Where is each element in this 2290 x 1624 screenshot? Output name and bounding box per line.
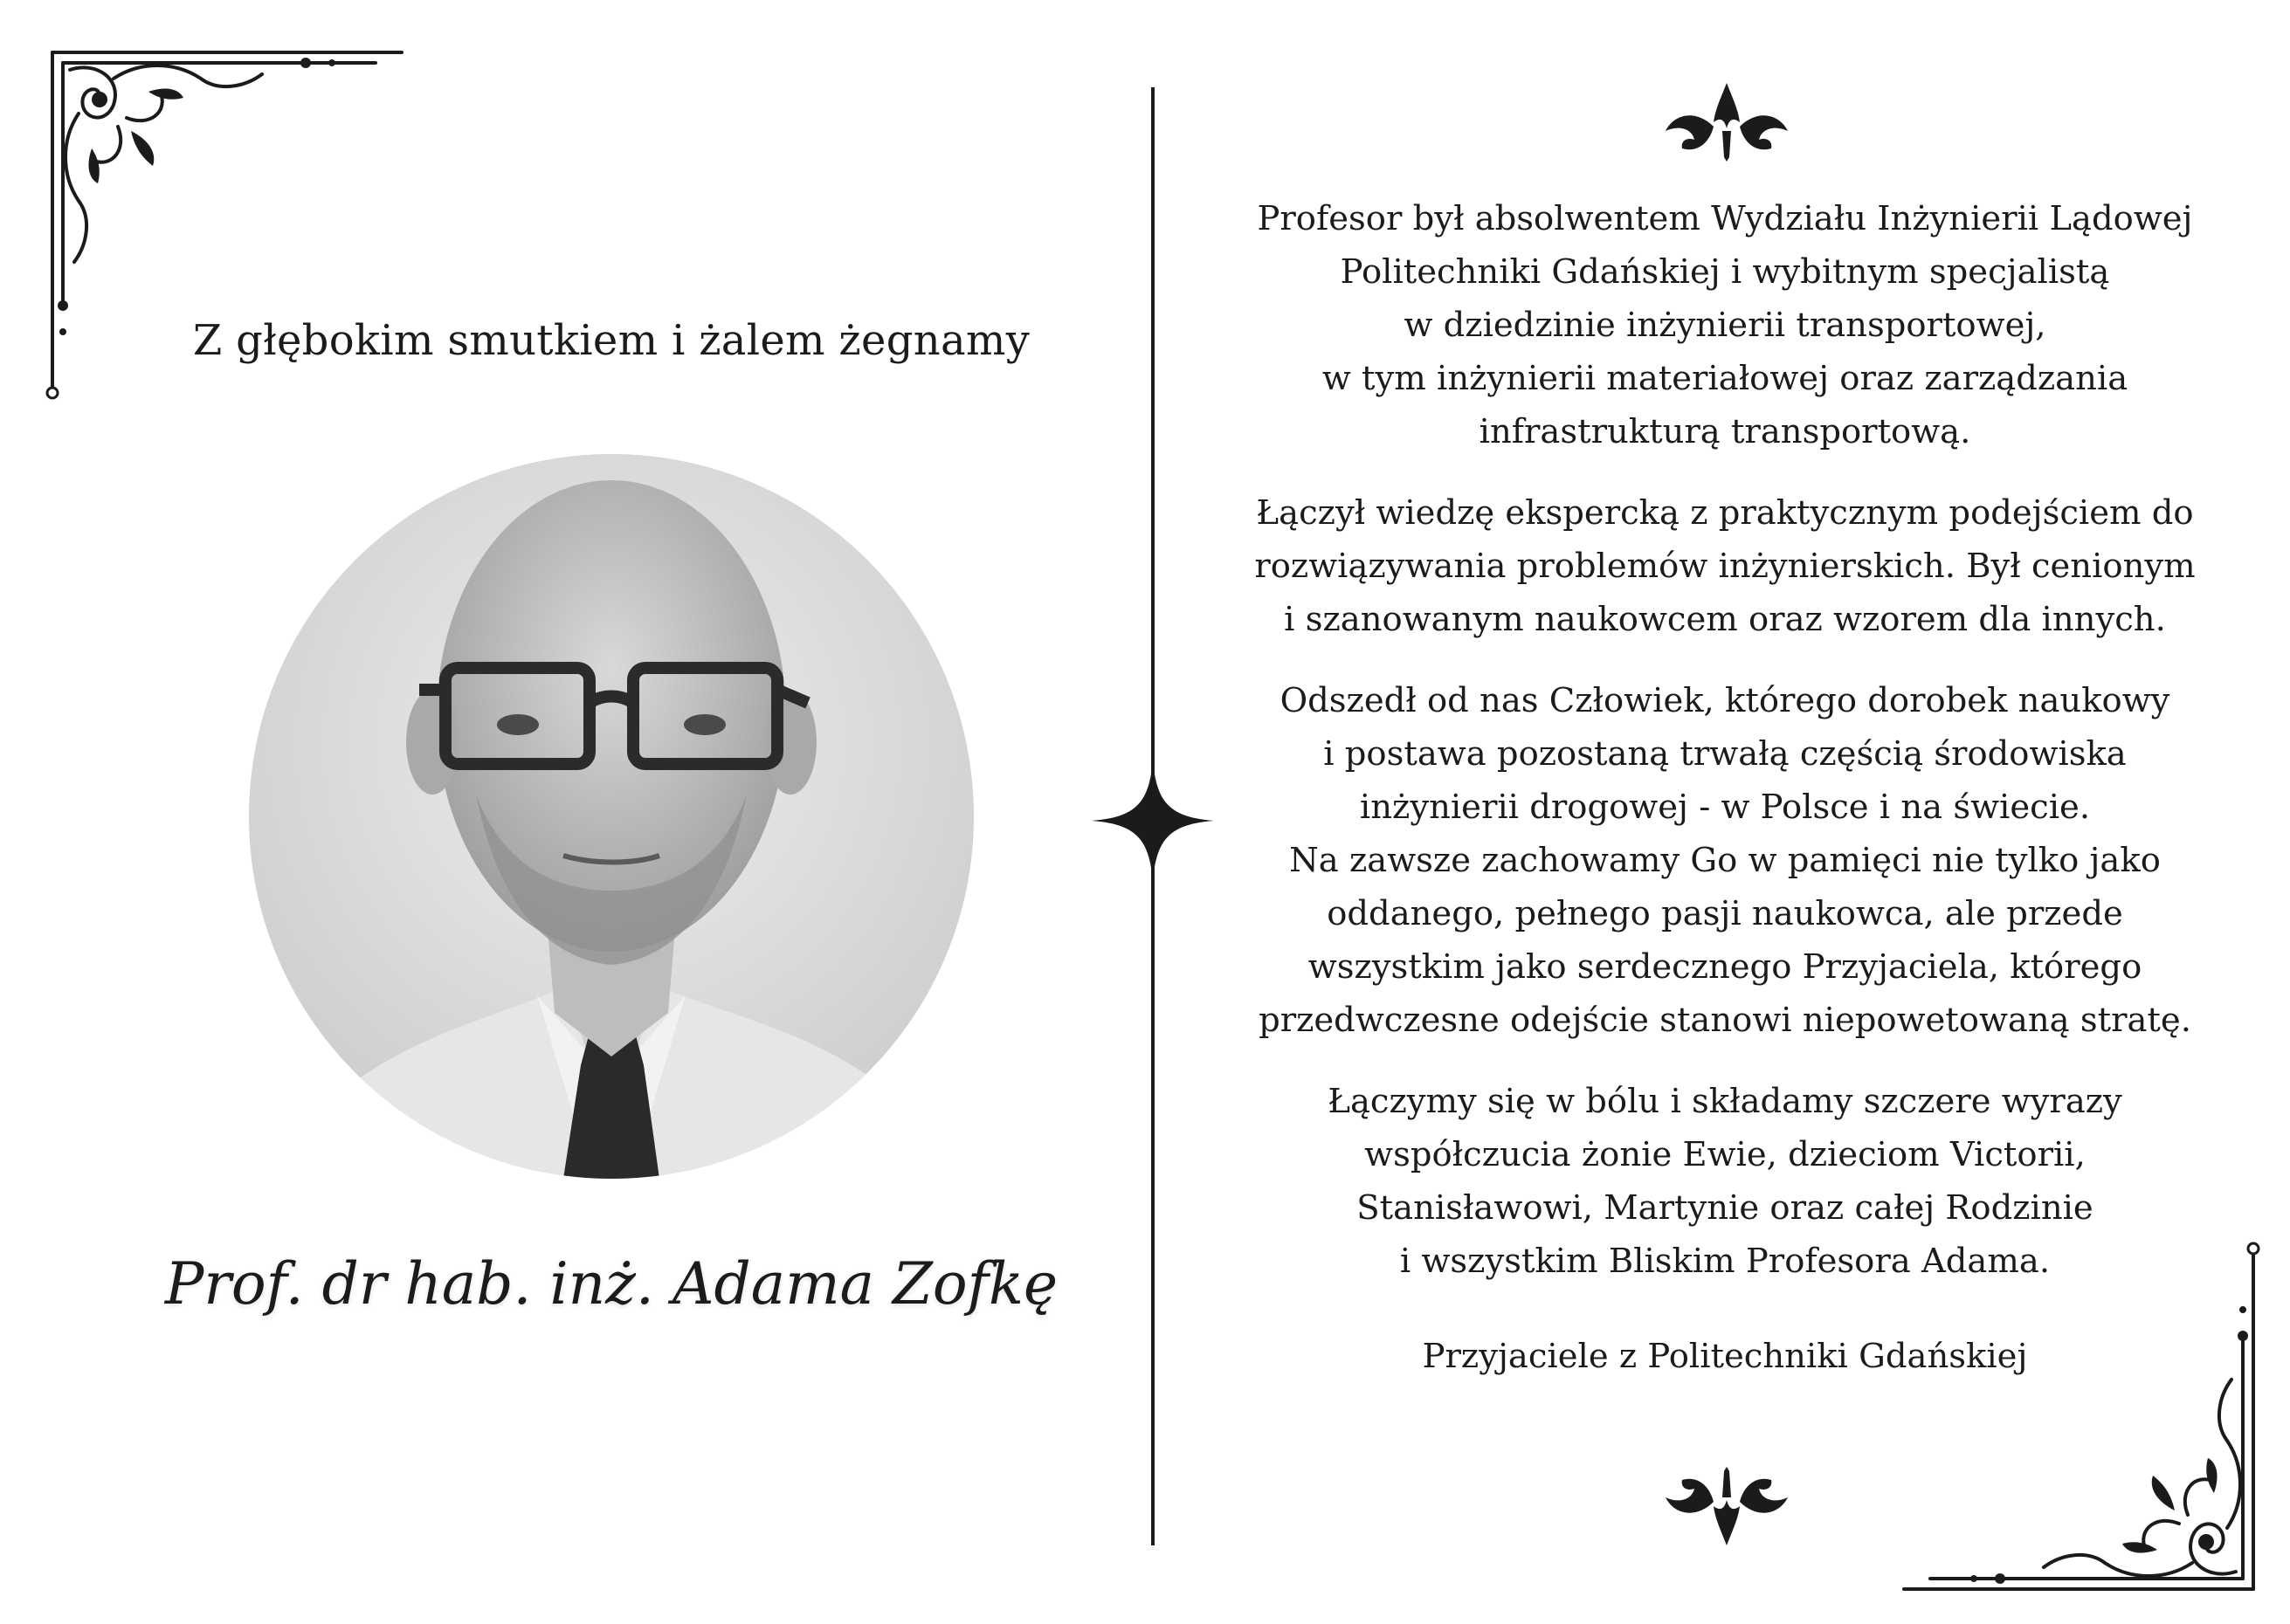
text-line: i postawa pozostaną trwałą częścią środowiska xyxy=(1323,734,2127,774)
text-line: Profesor był absolwentem Wydziału Inżynierii Lądowej xyxy=(1257,199,2193,238)
text-line: i szanowanym naukowcem oraz wzorem dla innych. xyxy=(1284,600,2166,639)
fleur-ornament-top-icon xyxy=(1661,83,1792,162)
portrait-photo xyxy=(249,454,974,1179)
text-line: infrastrukturą transportową. xyxy=(1479,412,1971,451)
paragraph-4 xyxy=(1214,1075,2236,1288)
text-line: Politechniki Gdańskiej i wybitnym specjalistą xyxy=(1340,252,2110,292)
intro-text: Z głębokim smutkiem i żalem żegnamy xyxy=(192,316,1031,365)
text-line: w dziedzinie inżynierii transportowej, xyxy=(1404,306,2046,345)
text-line: inżynierii drogowej - w Polsce i na świecie. xyxy=(1359,788,2091,827)
text-line: Odszedł od nas Człowiek, którego dorobek naukowy xyxy=(1280,681,2170,720)
paragraph-1 xyxy=(1214,192,2236,458)
text-line: rozwiązywania problemów inżynierskich. Był cenionym xyxy=(1254,547,2196,586)
text-line: Łączył wiedzę ekspercką z praktycznym podejściem do xyxy=(1256,493,2194,533)
deceased-name: Prof. dr hab. inż. Adama Zofkę xyxy=(164,1250,1059,1318)
text-line: i wszystkim Bliskim Profesora Adama. xyxy=(1399,1242,2051,1281)
text-line: w tym inżynierii materiałowej oraz zarządzania xyxy=(1321,359,2128,398)
four-point-star-icon xyxy=(1092,760,1214,882)
signature: Przyjaciele z Politechniki Gdańskiej xyxy=(1422,1337,2028,1376)
text-line: współczucia żonie Ewie, dzieciom Victorii, xyxy=(1364,1135,2086,1174)
paragraph-2 xyxy=(1214,486,2236,646)
fleur-ornament-bottom-icon xyxy=(1661,1467,1792,1545)
paragraph-3 xyxy=(1214,674,2236,1047)
text-line: oddanego, pełnego pasji naukowca, ale przede xyxy=(1327,894,2123,933)
text-line: przedwczesne odejście stanowi niepowetowaną stratę. xyxy=(1259,1001,2191,1040)
text-line: Stanisławowi, Martynie oraz całej Rodzinie xyxy=(1356,1188,2093,1228)
text-line: Na zawsze zachowamy Go w pamięci nie tylko jako xyxy=(1289,841,2161,880)
text-line: wszystkim jako serdecznego Przyjaciela, którego xyxy=(1307,947,2142,987)
condolence-text xyxy=(1214,192,2236,1411)
text-line: Łączymy się w bólu i składamy szczere wyrazy xyxy=(1328,1082,2122,1121)
